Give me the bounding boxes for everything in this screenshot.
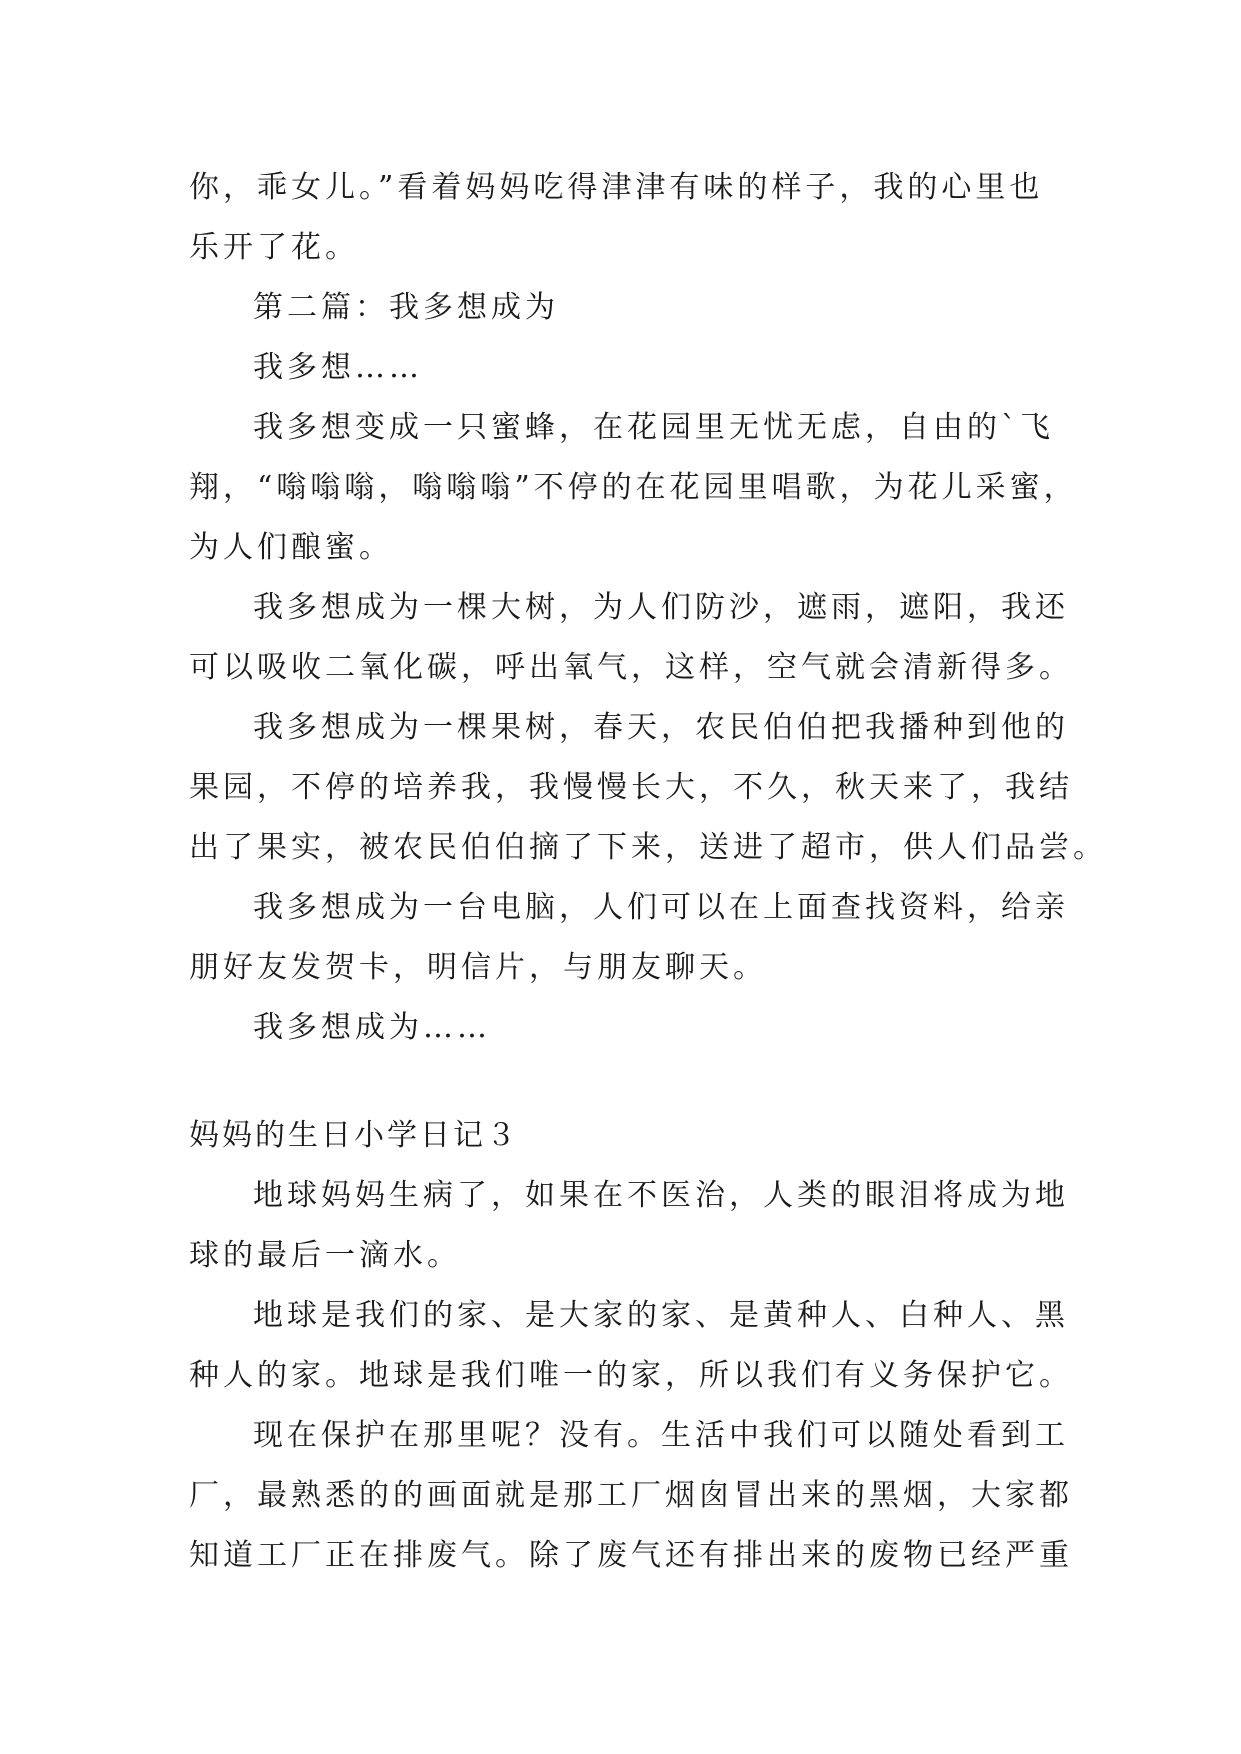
- text-line: 我多想成为……: [253, 1010, 491, 1045]
- text-line: 你，乖女儿。”看着妈妈吃得津津有味的样子，我的心里也: [189, 170, 1044, 205]
- text-line: 第二篇：我多想成为: [253, 290, 559, 325]
- text-line: 乐开了花。: [189, 230, 359, 265]
- text-line: 为人们酿蜜。: [189, 530, 393, 565]
- text-line: 我多想成为一棵大树，为人们防沙，遮雨，遮阳，我还: [253, 590, 1069, 625]
- section-heading: 妈妈的生日小学日记３: [189, 1118, 519, 1153]
- text-line: 果园，不停的培养我，我慢慢长大，不久，秋天来了，我结: [189, 770, 1073, 805]
- text-line: 知道工厂正在排废气。除了废气还有排出来的废物已经严重: [189, 1538, 1073, 1573]
- text-line: 出了果实，被农民伯伯摘了下来，送进了超市，供人们品尝。: [189, 830, 1107, 865]
- text-line: 地球妈妈生病了，如果在不医治，人类的眼泪将成为地: [253, 1178, 1069, 1213]
- text-line: 我多想……: [253, 350, 423, 385]
- text-line: 翔，“嗡嗡嗡，嗡嗡嗡”不停的在花园里唱歌，为花儿采蜜，: [189, 470, 1078, 505]
- text-line: 现在保护在那里呢？没有。生活中我们可以随处看到工: [253, 1418, 1069, 1453]
- text-line: 我多想成为一台电脑，人们可以在上面查找资料，给亲: [253, 890, 1069, 925]
- text-line: 我多想变成一只蜜蜂，在花园里无忧无虑，自由的`飞: [253, 410, 1054, 445]
- text-line: 我多想成为一棵果树，春天，农民伯伯把我播种到他的: [253, 710, 1069, 745]
- section-gap: [189, 1058, 1051, 1106]
- text-line: 厂，最熟悉的的画面就是那工厂烟囱冒出来的黑烟，大家都: [189, 1478, 1073, 1513]
- text-line: 种人的家。地球是我们唯一的家，所以我们有义务保护它。: [189, 1358, 1073, 1393]
- text-line: 朋好友发贺卡，明信片，与朋友聊天。: [189, 950, 767, 985]
- text-line: 可以吸收二氧化碳，呼出氧气，这样，空气就会清新得多。: [189, 650, 1073, 685]
- text-line: 球的最后一滴水。: [189, 1238, 461, 1273]
- document-body: [189, 158, 1107, 1586]
- text-line: 地球是我们的家、是大家的家、是黄种人、白种人、黑: [253, 1298, 1069, 1333]
